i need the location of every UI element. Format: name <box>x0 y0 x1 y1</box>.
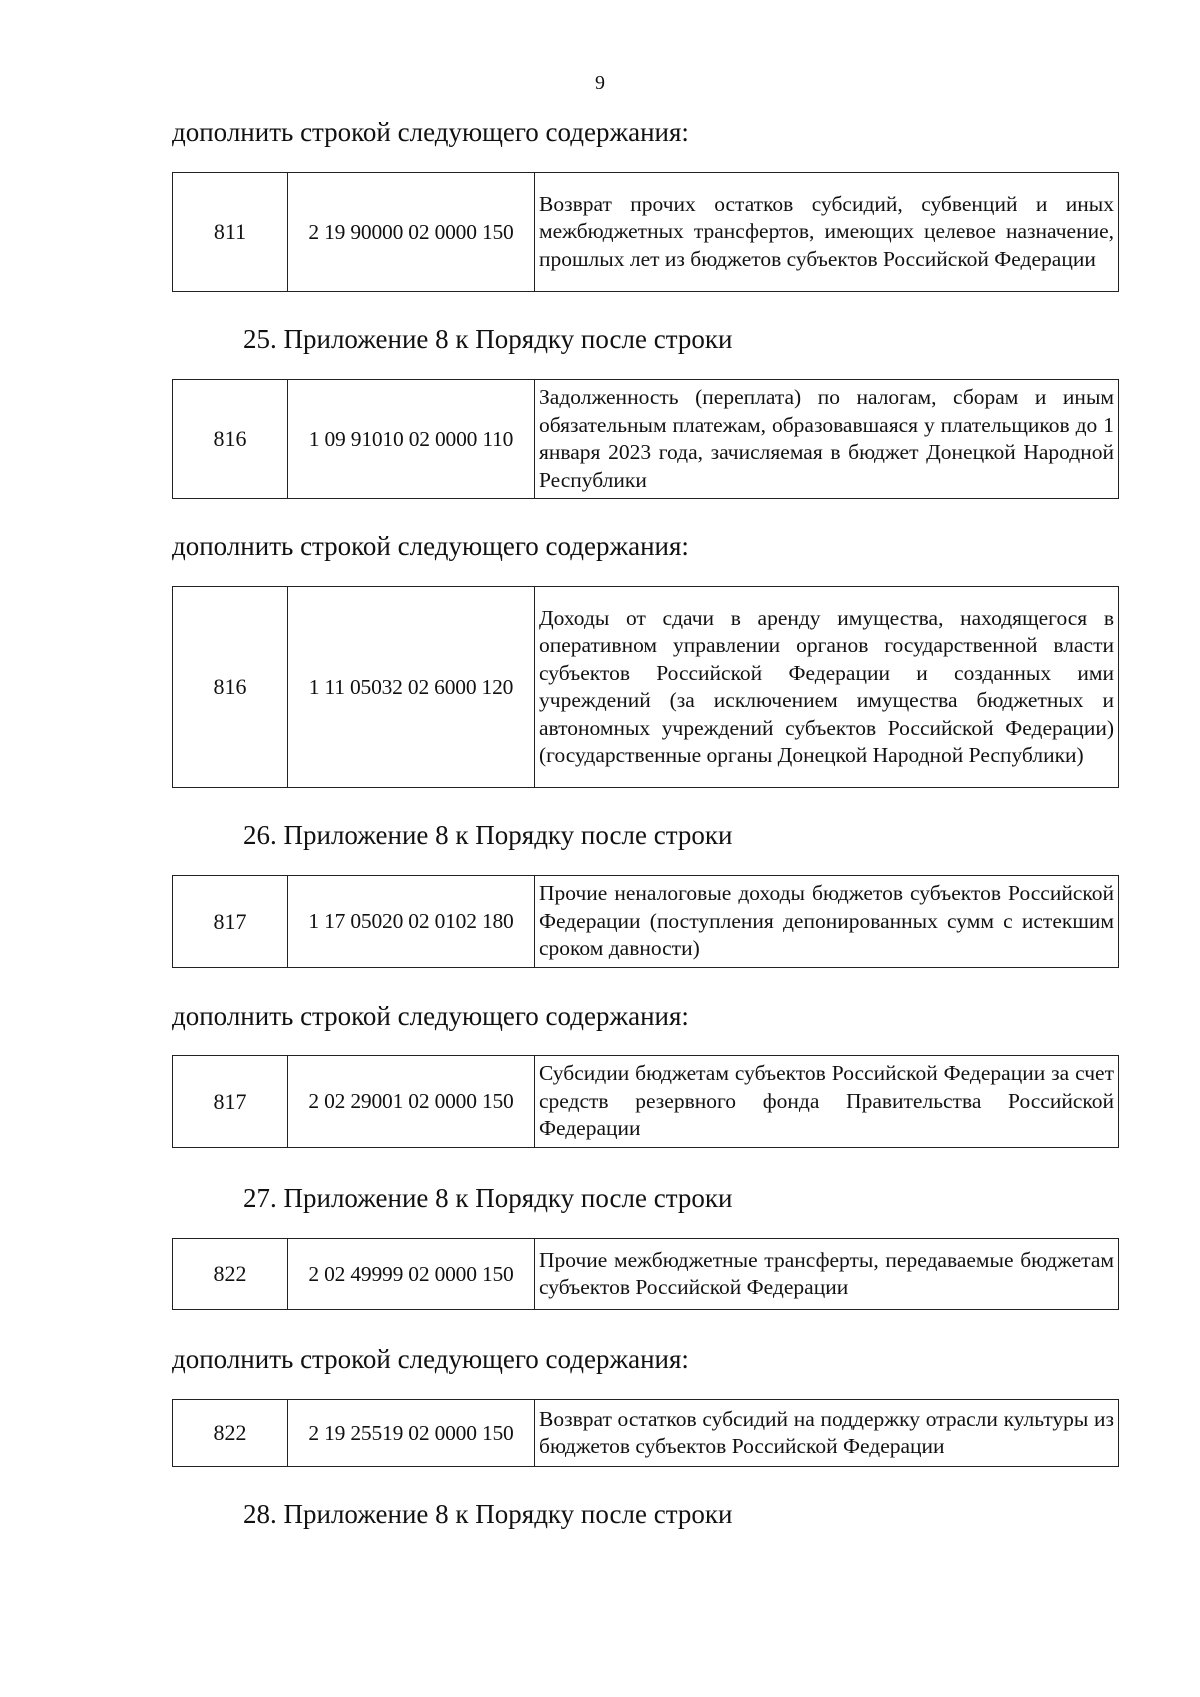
description-cell: Возврат остатков субсидий на поддержку отрасли культуры из бюджетов субъектов Российской Федерации <box>535 1400 1119 1467</box>
budget-code-cell: 2 19 90000 02 0000 150 <box>288 173 535 292</box>
table-row <box>173 1400 1119 1467</box>
instruction-text: дополнить строкой следующего содержания: <box>172 1001 689 1031</box>
code-table <box>172 1399 1119 1467</box>
budget-code-cell: 2 02 29001 02 0000 150 <box>288 1056 535 1148</box>
admin-code-cell: 816 <box>173 587 288 788</box>
table-row <box>173 380 1119 499</box>
table-row <box>173 173 1119 292</box>
admin-code-cell: 816 <box>173 380 288 499</box>
budget-code-cell: 1 17 05020 02 0102 180 <box>288 876 535 968</box>
description-cell: Доходы от сдачи в аренду имущества, находящегося в оперативном управлении органов государственной власти субъектов Российской Федерации и созданных ими учреждений (за исключением имущества бюджетных и автономных учреждений субъектов Российской Федерации) (государственные органы Донецкой Народной Республики) <box>535 587 1119 788</box>
code-table <box>172 586 1119 788</box>
description-cell: Субсидии бюджетам субъектов Российской Федерации за счет средств резервного фонда Правительства Российской Федерации <box>535 1056 1119 1148</box>
budget-code-cell: 1 09 91010 02 0000 110 <box>288 380 535 499</box>
instruction-text: дополнить строкой следующего содержания: <box>172 117 689 147</box>
page-number: 9 <box>595 72 605 94</box>
section-heading: 26. Приложение 8 к Порядку после строки <box>243 820 733 850</box>
code-table <box>172 1238 1119 1310</box>
description-cell: Возврат прочих остатков субсидий, субвенций и иных межбюджетных трансфертов, имеющих целевое назначение, прошлых лет из бюджетов субъектов Российской Федерации <box>535 173 1119 292</box>
code-table <box>172 379 1119 499</box>
description-cell: Прочие неналоговые доходы бюджетов субъектов Российской Федерации (поступления депонированных сумм с истекшим сроком давности) <box>535 876 1119 968</box>
instruction-text: дополнить строкой следующего содержания: <box>172 531 689 561</box>
description-cell: Прочие межбюджетные трансферты, передаваемые бюджетам субъектов Российской Федерации <box>535 1239 1119 1310</box>
admin-code-cell: 811 <box>173 173 288 292</box>
code-table <box>172 1055 1119 1148</box>
instruction-text: дополнить строкой следующего содержания: <box>172 1344 689 1374</box>
table-row <box>173 1056 1119 1148</box>
budget-code-cell: 2 19 25519 02 0000 150 <box>288 1400 535 1467</box>
table-row <box>173 1239 1119 1310</box>
code-table <box>172 172 1119 292</box>
code-table <box>172 875 1119 968</box>
budget-code-cell: 2 02 49999 02 0000 150 <box>288 1239 535 1310</box>
section-heading: 28. Приложение 8 к Порядку после строки <box>243 1499 733 1529</box>
table-row <box>173 876 1119 968</box>
table-row <box>173 587 1119 788</box>
description-cell: Задолженность (переплата) по налогам, сборам и иным обязательным платежам, образовавшаяся у плательщиков до 1 января 2023 года, зачисляемая в бюджет Донецкой Народной Республики <box>535 380 1119 499</box>
budget-code-cell: 1 11 05032 02 6000 120 <box>288 587 535 788</box>
section-heading: 25. Приложение 8 к Порядку после строки <box>243 324 733 354</box>
section-heading: 27. Приложение 8 к Порядку после строки <box>243 1183 733 1213</box>
admin-code-cell: 822 <box>173 1239 288 1310</box>
admin-code-cell: 817 <box>173 876 288 968</box>
admin-code-cell: 817 <box>173 1056 288 1148</box>
admin-code-cell: 822 <box>173 1400 288 1467</box>
